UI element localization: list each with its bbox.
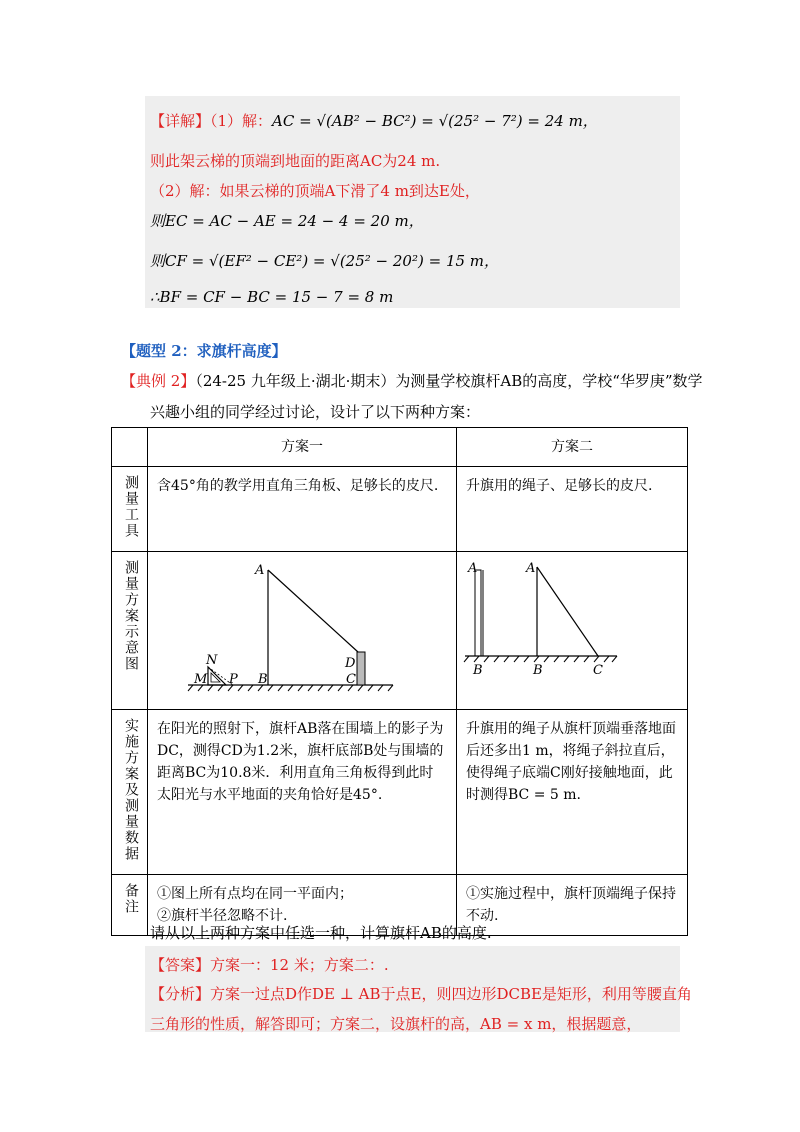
plan1-diagram-cell — [148, 552, 457, 710]
row-label-diagram: 测量方案示意图 — [112, 552, 148, 710]
solution-line-5: 则CF = √(EF² − CE²) = √(25² − 20²) = 15 m， — [150, 252, 500, 270]
label-B: B — [258, 672, 268, 687]
table-corner — [112, 428, 148, 467]
label-C: C — [346, 672, 356, 687]
solution-line-3: （2）解：如果云梯的顶端A下滑了4 m到达E处， — [150, 182, 480, 200]
row-label-tools: 测量工具 — [112, 467, 148, 552]
label-A: A — [255, 563, 265, 578]
sun-ray — [268, 570, 358, 652]
analysis-line-1: 【分析】方案一过点D作DE ⊥ AB于点E，则四边形DCBE是矩形，利用等腰直角 — [150, 985, 692, 1003]
label-M: M — [194, 672, 208, 687]
label-P: P — [229, 672, 238, 687]
answer-text: 【答案】方案一：12 米；方案二：. — [150, 956, 389, 974]
solution-line-6: ∴BF = CF − BC = 15 − 7 = 8 m — [150, 288, 394, 306]
plan1-tools: 含45°角的教学用直角三角板、足够长的皮尺. — [148, 467, 457, 552]
plan2-tools: 升旗用的绳子、足够长的皮尺. — [457, 467, 688, 552]
plan1-diagram — [148, 552, 457, 702]
label-A-left: A — [468, 561, 478, 576]
solution-line-2: 则此架云梯的顶端到地面的距离AC为24 m. — [150, 152, 441, 170]
example-line-1: 【典例 2】（24-25 九年级上·湖北·期末）为测量学校旗杆AB的高度，学校“华罗庚”数学 — [121, 372, 703, 390]
plan1-note-2: ②旗杆半径忽略不计. — [157, 908, 288, 924]
plan1-note-1: ①图上所有点均在同一平面内； — [157, 886, 353, 902]
wall — [357, 652, 365, 685]
label-D: D — [345, 656, 356, 671]
label-C-right: C — [593, 663, 603, 678]
label-B-left: B — [473, 663, 483, 678]
plan1-header: 方案一 — [148, 428, 457, 467]
row-label-notes: 备注 — [112, 875, 148, 936]
label-N: N — [206, 653, 218, 668]
label-A-right: A — [526, 561, 536, 576]
row-label-implementation: 实施方案及测量数据 — [112, 710, 148, 875]
solution-line-4: 则EC = AC − AE = 24 − 4 = 20 m， — [150, 212, 424, 230]
example-line-2: 兴趣小组的同学经过讨论，设计了以下两种方案： — [150, 403, 481, 421]
plan2-header: 方案二 — [457, 428, 688, 467]
label-B-right: B — [533, 663, 543, 678]
plan2-diagram — [457, 552, 688, 702]
solution-line-1: 【详解】（1）解：AC = √(AB² − BC²) = √(25² − 7²) = 24 m， — [150, 112, 598, 130]
slanted-rope — [537, 567, 598, 656]
plan2-diagram-cell — [457, 552, 688, 710]
section-title: 【题型 2：求旗杆高度】 — [121, 342, 287, 360]
plan2-notes: ①实施过程中，旗杆顶端绳子保持不动. — [457, 875, 688, 936]
flagpole-rect — [475, 570, 481, 656]
question-text: 请从以上两种方案中任选一种，计算旗杆AB的高度. — [150, 924, 492, 942]
plan1-implementation: 在阳光的照射下，旗杆AB落在围墙上的影子为DC，测得CD为1.2米，旗杆底部B处与围墙的距离BC为10.8米．利用直角三角板得到此时太阳光与水平地面的夹角恰好是45°. — [148, 710, 457, 875]
plans-table — [111, 427, 688, 936]
plan2-implementation: 升旗用的绳子从旗杆顶端垂落地面后还多出1 m，将绳子斜拉直后，使得绳子底端C刚好接触地面，此时测得BC = 5 m. — [457, 710, 688, 875]
analysis-line-2: 三角形的性质，解答即可；方案二，设旗杆的高，AB = x m，根据题意， — [150, 1015, 642, 1033]
